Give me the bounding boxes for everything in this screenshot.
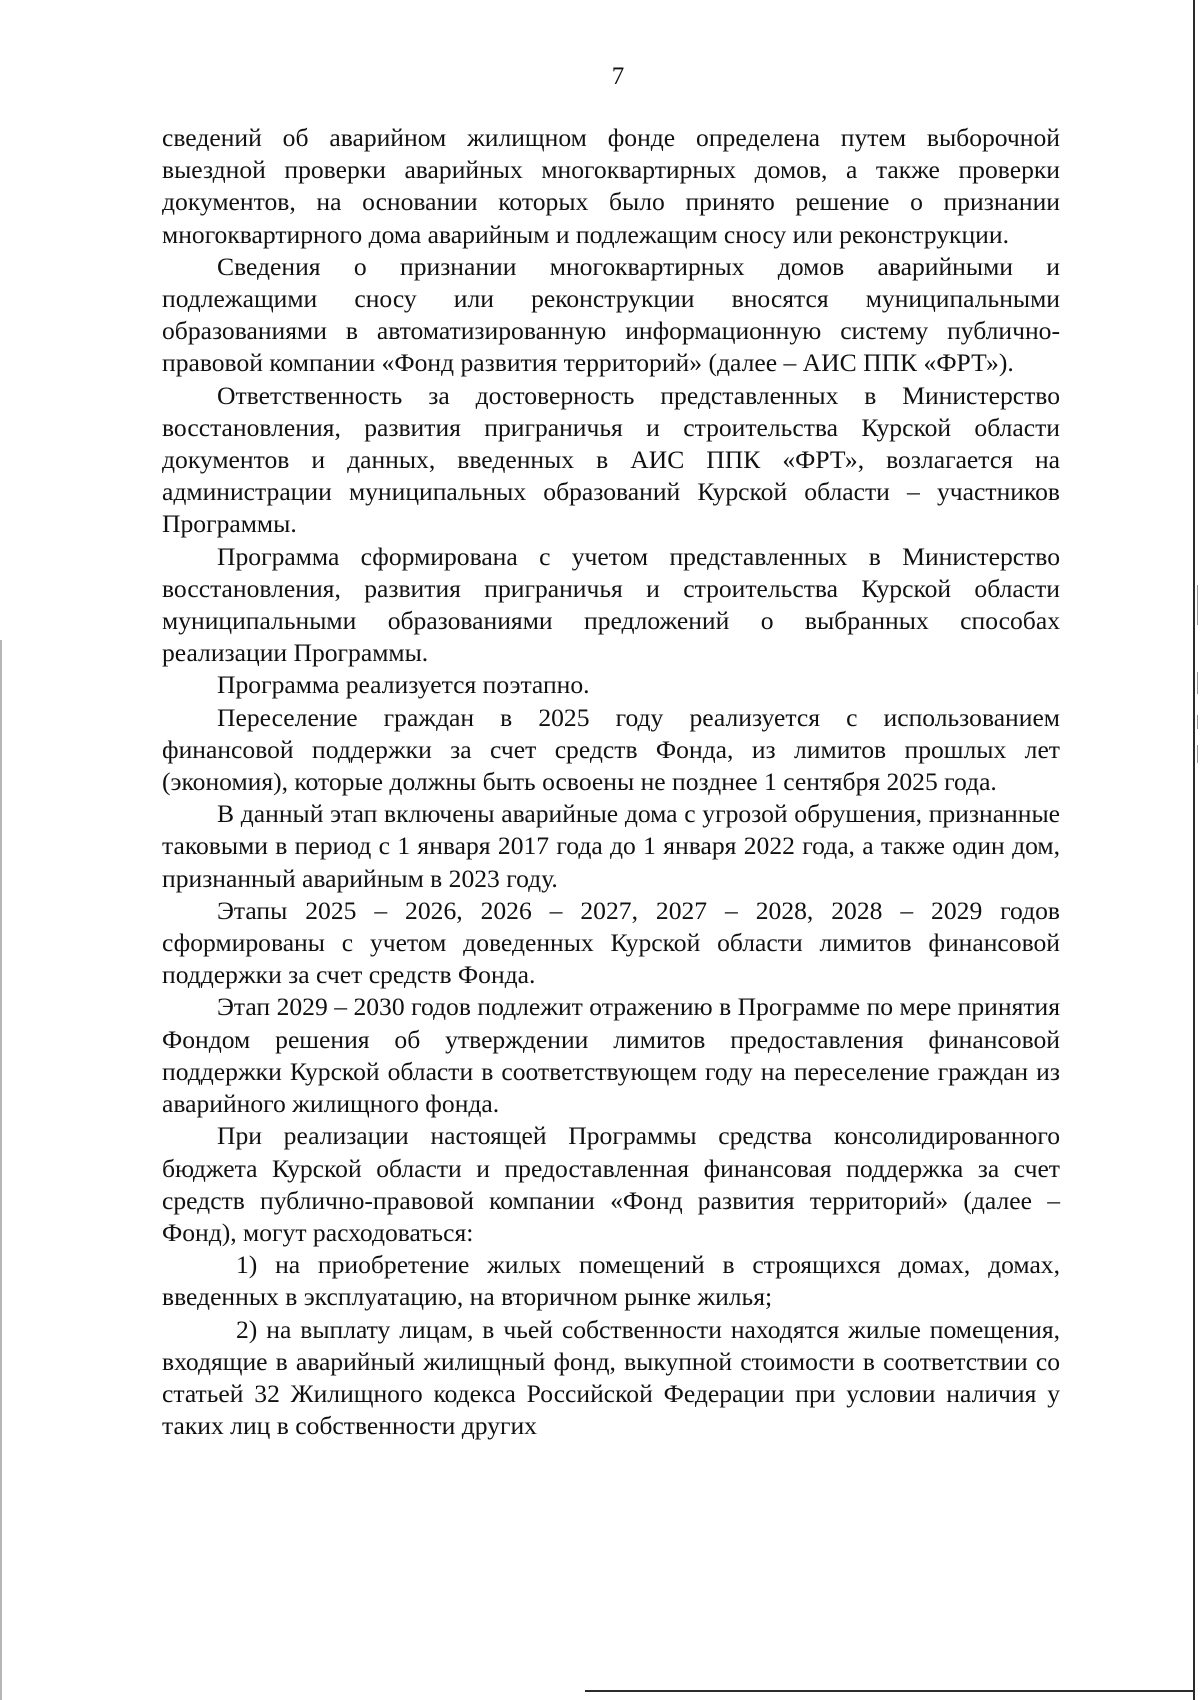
paragraph-stage-2029-2030: Этап 2029 – 2030 годов подлежит отражению в Программе по мере принятия Фондом решения об утверждении лимитов предоставления финансовой поддержки Курской области в соответствующем году на переселение граждан из аварийного жилищного фонда.	[162, 992, 1060, 1119]
list-item-2: 2) на выплату лицам, в чьей собственности находятся жилые помещения, входящие в аварийный жилищный фонд, выкупной стоимости в соответствии со статьей 32 Жилищного кодекса Российской Федерации при условии наличия у таких лиц в собственности других	[162, 1314, 1060, 1441]
scan-edge-left	[0, 640, 2, 1700]
list-item-1: 1) на приобретение жилых помещений в строящихся домах, домах, введенных в эксплуатацию, на вторичном рынке жилья;	[162, 1250, 1060, 1312]
scan-edge-bottom	[585, 1690, 1193, 1692]
scan-mark	[1197, 745, 1198, 763]
paragraph-stage-included-houses: В данный этап включены аварийные дома с угрозой обрушения, признанные таковыми в период с 1 января 2017 года до 1 января 2022 года, а также один дом, признанный аварийным в 2023 году.	[162, 799, 1060, 893]
paragraph-program-stages: Программа реализуется поэтапно.	[217, 670, 590, 700]
paragraph-stages-list: Этапы 2025 – 2026, 2026 – 2027, 2027 – 2028, 2028 – 2029 годов сформированы с учетом доведенных Курской области лимитов финансовой поддержки за счет средств Фонда.	[162, 895, 1060, 990]
scan-mark	[1197, 715, 1198, 729]
paragraph-program-formed: Программа сформирована с учетом представленных в Министерство восстановления, развития приграничья и строительства Курской области муниципальными образованиями предложений о выбранных способах реализации Программы.	[162, 541, 1060, 668]
paragraph-ais-info: Сведения о признании многоквартирных домов аварийными и подлежащими сносу или реконструкции вносятся муниципальными образованиями в автоматизированную информационную систему публично-правовой компании «Фонд развития территорий» (далее – АИС ППК «ФРТ»).	[162, 251, 1060, 378]
paragraph-continuation: сведений об аварийном жилищном фонде определена путем выборочной выездной проверки аварийных многоквартирных домов, а также проверки документов, на основании которых было принято решение о признании многоквартирного дома аварийным и подлежащим сносу или реконструкции.	[162, 123, 1060, 249]
paragraph-funds-usage: При реализации настоящей Программы средства консолидированного бюджета Курской области и предоставленная финансовая поддержка за счет средств публично-правовой компании «Фонд развития территорий» (далее – Фонд), могут расходоваться:	[162, 1121, 1060, 1247]
paragraph-resettlement-2025: Переселение граждан в 2025 году реализуется с использованием финансовой поддержки за счет средств Фонда, из лимитов прошлых лет (экономия), которые должны быть освоены не позднее 1 сентября 2025 года.	[162, 702, 1060, 797]
paragraph-responsibility: Ответственность за достоверность представленных в Министерство восстановления, развития приграничья и строительства Курской области документов и данных, введенных в АИС ППК «ФРТ», возлагается на администрации муниципальных образований Курской области – участников Программы.	[162, 380, 1060, 539]
scan-mark	[1197, 585, 1198, 625]
scan-edge-right	[1193, 0, 1195, 1700]
page-number: 7	[611, 63, 625, 90]
scan-mark	[1197, 672, 1198, 694]
document-body	[162, 122, 1060, 1442]
